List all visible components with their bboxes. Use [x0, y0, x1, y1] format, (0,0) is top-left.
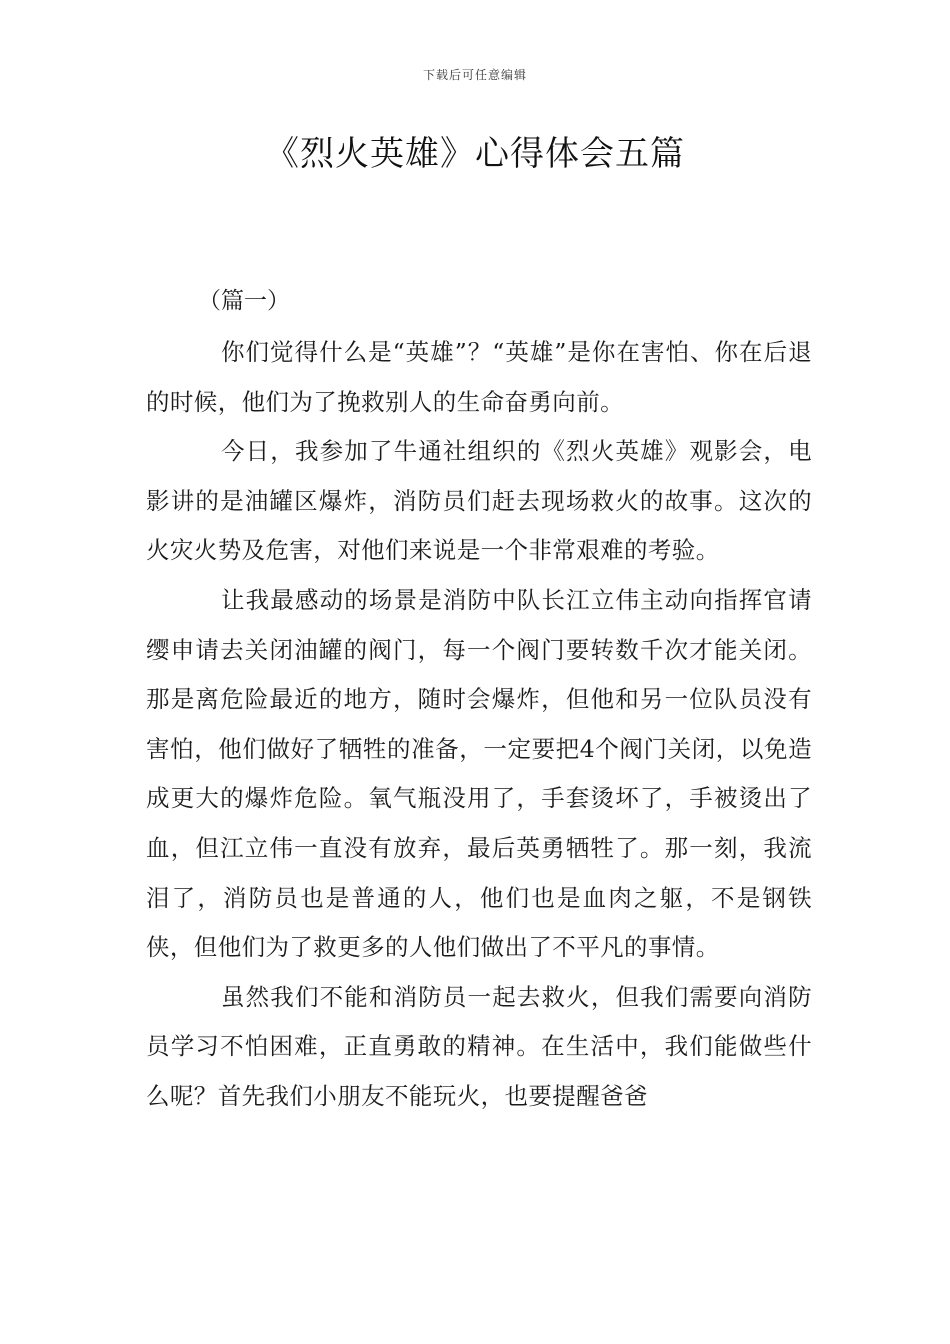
body-text: [146, 328, 812, 1122]
paragraph-4: 虽然我们不能和消防员一起去救火，但我们需要向消防员学习不怕困难，正直勇敢的精神。在生活中，我们能做些什么呢？首先我们小朋友不能玩火，也要提醒爸爸: [146, 982, 812, 1110]
document-title: 《烈火英雄》心得体会五篇: [265, 134, 685, 174]
section-label: （篇一）: [198, 288, 290, 314]
paragraph-1: 你们觉得什么是“英雄”？“英雄”是你在害怕、你在后退的时候，他们为了挽救别人的生命奋勇向前。: [146, 338, 812, 416]
paragraph-2: 今日，我参加了牛通社组织的《烈火英雄》观影会，电影讲的是油罐区爆炸，消防员们赶去现场救火的故事。这次的火灾火势及危害，对他们来说是一个非常艰难的考验。: [146, 437, 812, 565]
paragraph-3: 让我最感动的场景是消防中队长江立伟主动向指挥官请缨申请去关闭油罐的阀门，每一个阀门要转数千次才能关闭。那是离危险最近的地方，随时会爆炸，但他和另一位队员没有害怕，他们做好了牺牲的准备，一定要把4个阀门关闭，以免造成更大的爆炸危险。氧气瓶没用了，手套烫坏了，手被烫出了血，但江立伟一直没有放弃，最后英勇牺牲了。那一刻，我流泪了，消防员也是普通的人，他们也是血肉之躯，不是钢铁侠，但他们为了救更多的人他们做出了不平凡的事情。: [146, 585, 812, 962]
header-note: 下载后可任意编辑: [422, 68, 527, 82]
